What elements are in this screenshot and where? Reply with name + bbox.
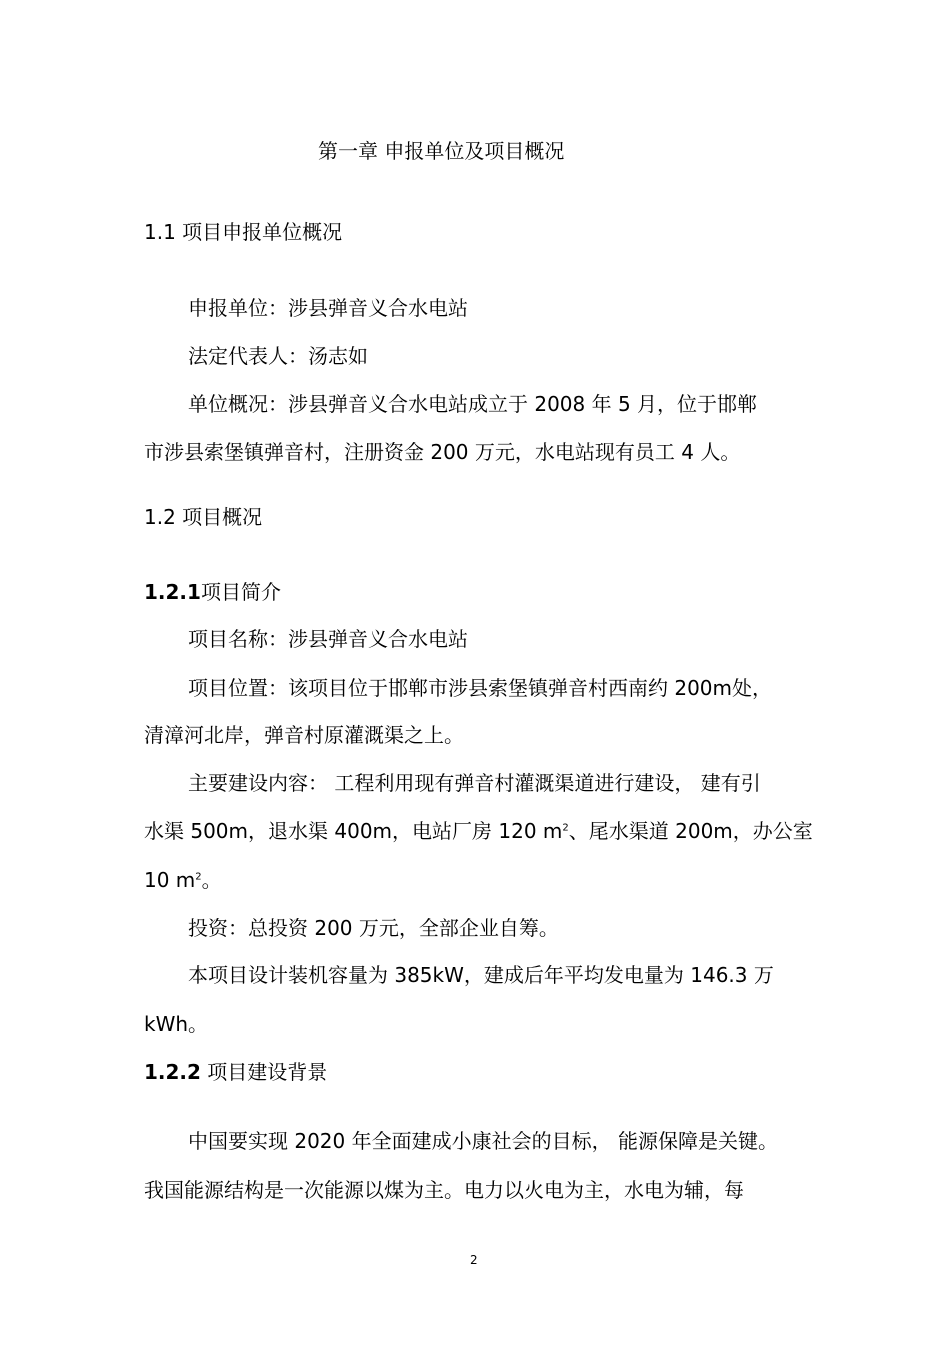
project-name-line: 项目名称：涉县弹音义合水电站 xyxy=(188,627,468,651)
section-title: 项目简介 xyxy=(200,580,281,604)
project-location-line-1: 项目位置：该项目位于邯郸市涉县索堡镇弹音村西南约 200m处， xyxy=(188,676,773,700)
legal-representative-line: 法定代表人：汤志如 xyxy=(188,344,368,368)
construction-content-part: 水渠 500m，退水渠 400m，电站厂房 120 m xyxy=(144,819,563,843)
chapter-title: 第一章 申报单位及项目概况 xyxy=(318,139,565,163)
unit-overview-line-2: 市涉县索堡镇弹音村，注册资金 200 万元，水电站现有员工 4 人。 xyxy=(144,440,741,464)
section-heading-1-1: 1.1 项目申报单位概况 xyxy=(144,220,343,244)
section-number: 1.2.2 xyxy=(144,1060,201,1084)
section-heading-1-2-1 xyxy=(144,580,281,604)
superscript: 2 xyxy=(562,822,569,834)
construction-content-part: 。 xyxy=(201,868,222,892)
capacity-line-2: kWh。 xyxy=(144,1012,209,1036)
page-number: 2 xyxy=(470,1253,478,1267)
section-heading-1-2: 1.2 项目概况 xyxy=(144,505,263,529)
section-title: 项目建设背景 xyxy=(200,1060,328,1084)
construction-content-part: 、尾水渠道 200m，办公室 xyxy=(568,819,813,843)
unit-overview-line-1: 单位概况：涉县弹音义合水电站成立于 2008 年 5 月，位于邯郸 xyxy=(188,392,758,416)
investment-line: 投资：总投资 200 万元，全部企业自筹。 xyxy=(188,916,559,940)
section-number: 1.2.1 xyxy=(144,580,201,604)
superscript: 2 xyxy=(195,871,202,883)
construction-content-line-1: 主要建设内容： 工程利用现有弹音村灌溉渠道进行建设， 建有引 xyxy=(188,771,761,795)
section-heading-1-2-2 xyxy=(144,1060,327,1084)
background-body-line-2: 我国能源结构是一次能源以煤为主。电力以火电为主，水电为辅，每 xyxy=(144,1178,744,1202)
capacity-line-1: 本项目设计装机容量为 385kW，建成后年平均发电量为 146.3 万 xyxy=(188,963,774,987)
construction-content-line-2 xyxy=(144,819,813,843)
applicant-line: 申报单位：涉县弹音义合水电站 xyxy=(188,296,468,320)
background-body-line-1: 中国要实现 2020 年全面建成小康社会的目标， 能源保障是关键。 xyxy=(188,1129,778,1153)
project-location-line-2: 清漳河北岸，弹音村原灌溉渠之上。 xyxy=(144,723,464,747)
construction-content-part: 10 m xyxy=(144,868,196,892)
construction-content-line-3 xyxy=(144,868,222,892)
